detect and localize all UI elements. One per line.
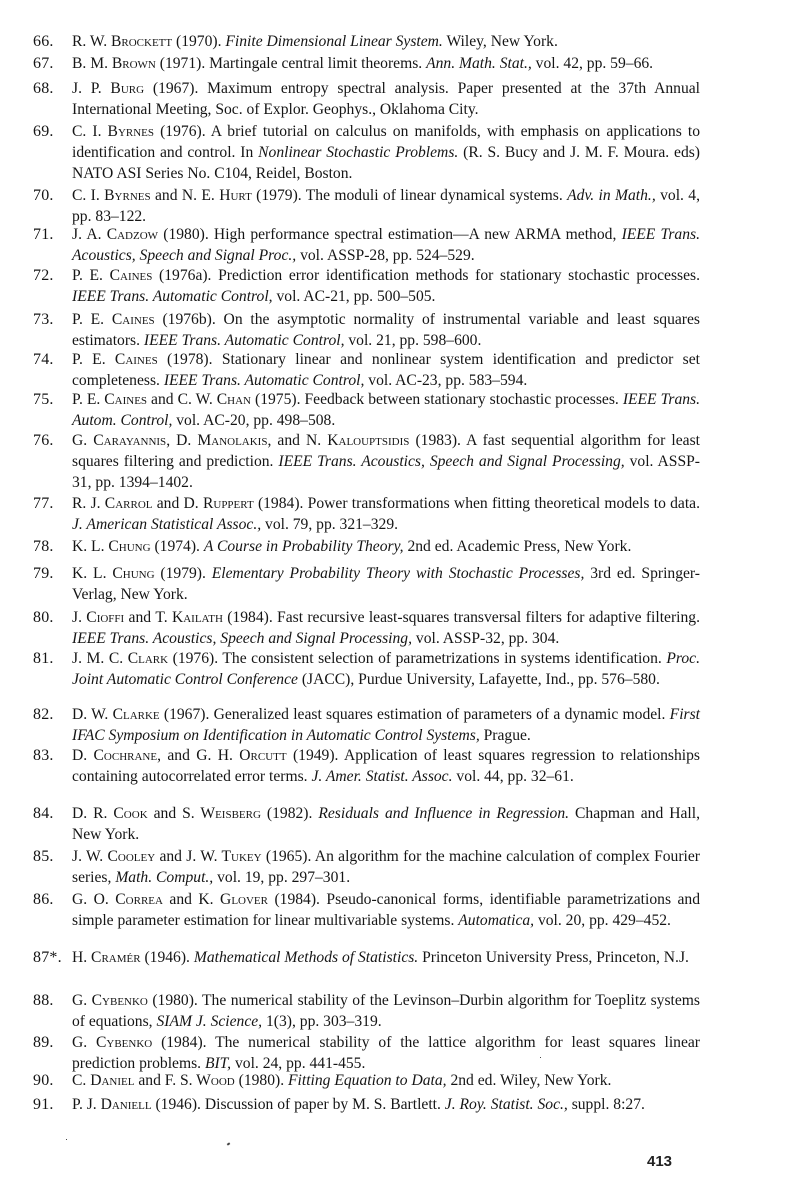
publication-title: IEEE Trans. Acoustics, Speech and Signal Proc.,: [72, 226, 700, 265]
reference-number: 84.: [33, 805, 54, 822]
citation-text: and: [155, 848, 187, 865]
author-name: J. Cioffi: [72, 609, 125, 626]
citation-text: (JACC), Purdue University, Lafayette, Ind., pp. 576–580.: [297, 671, 660, 689]
citation-text: and: [152, 495, 184, 512]
author-name: R. W. Brockett: [72, 33, 173, 50]
reference-text: [72, 990, 700, 1032]
author-name: S. Weisberg: [182, 805, 261, 822]
publication-title: Automatica,: [458, 912, 535, 930]
citation-text: (1979). The moduli of linear dynamical systems.: [251, 187, 568, 204]
publication-title: J. Roy. Statist. Soc.,: [444, 1096, 568, 1113]
reference-text: [72, 1094, 700, 1115]
reference-number: 73.: [33, 311, 54, 328]
citation-text: (1984). The numerical stability of the lattice algorithm for least squares linear prediction problems.: [72, 1034, 701, 1073]
citation-text: suppl. 8:27.: [567, 1096, 645, 1113]
publication-title: Residuals and Influence in Regression.: [318, 805, 570, 822]
author-name: G. H. Orcutt: [196, 747, 287, 764]
citation-text: vol. 21, pp. 598–600.: [344, 332, 482, 350]
citation-text: (1949). Application of least squares regression to relationships containing autocorrelated error terms.: [72, 747, 700, 786]
author-name: C. I. Byrnes: [72, 123, 155, 140]
citation-text: vol. 20, pp. 429–452.: [534, 912, 671, 930]
reference-text: [72, 224, 700, 266]
reference-number: 76.: [33, 432, 54, 449]
reference-number: 75.: [33, 391, 54, 408]
citation-text: (1946). Discussion of paper by M. S. Bartlett.: [151, 1096, 445, 1113]
citation-text: and: [150, 187, 182, 204]
reference-number: 78.: [33, 538, 54, 555]
author-name: C. Daniel: [72, 1072, 135, 1089]
print-speck: [227, 1142, 231, 1145]
citation-text: (1984). Fast recursive least-squares transversal filters for adaptive filtering.: [222, 609, 700, 626]
citation-text: (R. S. Bucy and J. M. F. Moura. eds) NATO ASI Series No. C104, Reidel, Boston.: [72, 144, 700, 183]
reference-number: 91.: [33, 1096, 54, 1113]
citation-text: vol. 79, pp. 321–329.: [261, 516, 399, 534]
publication-title: IEEE Trans. Automatic Control,: [163, 372, 365, 390]
reference-text: [72, 648, 700, 690]
citation-text: (1976). A brief tutorial on calculus on manifolds, with emphasis on applications to identification and control. In: [72, 123, 700, 162]
author-name: D. W. Clarke: [72, 706, 160, 723]
citation-text: (1979).: [154, 565, 212, 582]
author-name: P. E. Caines: [72, 391, 148, 408]
reference-text: [72, 78, 700, 120]
author-name: N. E. Hurt: [181, 187, 252, 204]
reference-text: [72, 389, 700, 431]
author-name: C. W. Chan: [177, 391, 252, 408]
reference-number: 80.: [33, 609, 54, 626]
reference-number: 74.: [33, 351, 54, 368]
citation-text: (1974).: [150, 538, 204, 555]
reference-number: 83.: [33, 747, 54, 764]
reference-number: 88.: [33, 992, 54, 1009]
author-name: H. Cramér: [72, 949, 141, 966]
author-name: K. L. Chung: [72, 538, 151, 555]
publication-title: Elementary Probability Theory with Stochastic Processes,: [211, 565, 585, 582]
publication-title: Finite Dimensional Linear System.: [225, 33, 443, 50]
citation-text: vol. 42, pp. 59–66.: [531, 55, 654, 72]
citation-text: (1984). Power transformations when fitting theoretical models to data.: [253, 495, 700, 512]
citation-text: and: [134, 1072, 165, 1089]
citation-text: 3rd ed. Springer-Verlag, New York.: [72, 565, 700, 604]
author-name: P. E. Caines: [72, 267, 153, 284]
page-number: 413: [647, 1153, 673, 1170]
citation-text: vol. ASSP-31, pp. 1394–1402.: [72, 453, 700, 492]
author-name: D. Cochrane: [72, 747, 158, 764]
citation-text: vol. AC-21, pp. 500–505.: [272, 288, 436, 306]
reference-text: [72, 31, 700, 52]
reference-number: 71.: [33, 226, 54, 243]
citation-text: 1(3), pp. 303–319.: [262, 1013, 382, 1031]
author-name: K. Glover: [198, 891, 268, 908]
reference-text: [72, 1032, 700, 1074]
reference-number: 77.: [33, 495, 54, 512]
publication-title: IEEE Trans. Acoustics, Speech and Signal Processing,: [72, 630, 412, 648]
reference-text: [72, 1070, 700, 1091]
citation-text: vol. ASSP-32, pp. 304.: [412, 630, 560, 648]
reference-text: [72, 53, 700, 74]
publication-title: Proc. Joint Automatic Control Conference: [72, 650, 700, 689]
reference-number: 68.: [33, 80, 54, 97]
author-name: D. Ruppert: [183, 495, 254, 512]
citation-text: (1983). A fast sequential algorithm for least squares filtering and prediction.: [72, 432, 700, 471]
publication-title: IEEE Trans. Acoustics, Speech and Signal Processing,: [278, 453, 625, 471]
publication-title: A Course in Probability Theory,: [203, 538, 404, 555]
reference-text: [72, 704, 700, 746]
citation-text: vol. ASSP-28, pp. 524–529.: [296, 247, 475, 265]
reference-text: [72, 947, 700, 968]
author-name: J. W. Cooley: [72, 848, 156, 865]
publication-title: Math. Comput.,: [115, 869, 214, 887]
citation-text: (1976a). Prediction error identification methods for stationary stochastic processes.: [152, 267, 700, 284]
citation-text: Wiley, New York.: [442, 33, 558, 50]
reference-number: 86.: [33, 891, 54, 908]
publication-title: First IFAC Symposium on Identification in Automatic Control Systems,: [72, 706, 700, 745]
author-name: D. Manolakis: [176, 432, 268, 449]
citation-text: , and: [157, 747, 197, 764]
publication-title: J. American Statistical Assoc.,: [72, 516, 262, 534]
reference-text: [72, 889, 700, 931]
reference-text: [72, 607, 700, 649]
citation-text: (1975). Feedback between stationary stochastic processes.: [251, 391, 623, 408]
citation-text: ,: [166, 432, 177, 449]
author-name: G. O. Correa: [72, 891, 163, 908]
citation-text: (1976b). On the asymptotic normality of instrumental variable and least squares estimators.: [72, 311, 700, 350]
reference-number: 90.: [33, 1072, 54, 1089]
reference-number: 89.: [33, 1034, 54, 1051]
reference-text: [72, 536, 700, 557]
reference-text: [72, 185, 700, 227]
reference-number: 67.: [33, 55, 54, 72]
reference-number: 70.: [33, 187, 54, 204]
publication-title: Fitting Equation to Data,: [288, 1072, 447, 1089]
publication-title: IEEE Trans. Automatic Control,: [143, 332, 345, 350]
author-name: G. Cybenko: [72, 1034, 153, 1051]
reference-number: 79.: [33, 565, 54, 582]
reference-text: [72, 265, 700, 307]
citation-text: vol. AC-20, pp. 498–508.: [172, 412, 336, 430]
citation-text: 2nd ed. Academic Press, New York.: [403, 538, 632, 555]
citation-text: and: [147, 805, 183, 822]
publication-title: BIT,: [204, 1055, 232, 1073]
author-name: P. E. Caines: [72, 351, 158, 368]
citation-text: (1967). Maximum entropy spectral analysis. Paper presented at the 37th Annual International Meeting, Soc. of Explor. Geophys., Oklahoma City.: [72, 80, 700, 119]
author-name: J. M. C. Clark: [72, 650, 169, 667]
citation-text: (1970).: [172, 33, 226, 50]
author-name: D. R. Cook: [72, 805, 148, 822]
author-name: J. W. Tukey: [186, 848, 262, 865]
publication-title: IEEE Trans. Automatic Control,: [72, 288, 273, 306]
citation-text: and: [162, 891, 199, 908]
author-name: C. I. Byrnes: [72, 187, 151, 204]
reference-text: [72, 349, 700, 391]
author-name: P. J. Daniell: [72, 1096, 152, 1113]
citation-text: vol. AC-23, pp. 583–594.: [364, 372, 528, 390]
reference-text: [72, 563, 700, 605]
citation-text: (1971). Martingale central limit theorems.: [155, 55, 427, 72]
citation-text: vol. 19, pp. 297–301.: [213, 869, 351, 887]
citation-text: Prague.: [479, 727, 531, 745]
citation-text: Chapman and Hall, New York.: [72, 805, 700, 844]
author-name: F. S. Wood: [164, 1072, 235, 1089]
citation-text: (1984). Pseudo-canonical forms, identifiable parametrizations and simple parameter estimation for linear multivariable systems.: [72, 891, 700, 930]
reference-number: 82.: [33, 706, 54, 723]
citation-text: , and: [267, 432, 307, 449]
author-name: G. Cybenko: [72, 992, 148, 1009]
citation-text: (1982).: [260, 805, 319, 822]
publication-title: Mathematical Methods of Statistics.: [193, 949, 419, 966]
reference-text: [72, 846, 700, 888]
print-speck: [66, 1139, 67, 1140]
reference-number: 66.: [33, 33, 54, 50]
author-name: B. M. Brown: [72, 55, 156, 72]
reference-text: [72, 803, 700, 845]
citation-text: Princeton University Press, Princeton, N.J.: [418, 949, 689, 966]
citation-text: (1946).: [140, 949, 194, 966]
reference-text: [72, 121, 700, 185]
author-name: K. L. Chung: [72, 565, 155, 582]
citation-text: (1980).: [234, 1072, 289, 1089]
citation-text: (1980). High performance spectral estimation—A new ARMA method,: [158, 226, 622, 243]
author-name: P. E. Caines: [72, 311, 155, 328]
reference-text: [72, 745, 700, 787]
reference-number: 72.: [33, 267, 54, 284]
publication-title: Ann. Math. Stat.,: [426, 55, 532, 72]
author-name: R. J. Carrol: [72, 495, 153, 512]
reference-text: [72, 309, 700, 351]
citation-text: (1980). The numerical stability of the Levinson–Durbin algorithm for Toeplitz systems of equations,: [72, 992, 700, 1031]
print-speck: [540, 1057, 541, 1058]
citation-text: (1965). An algorithm for the machine calculation of complex Fourier series,: [72, 848, 700, 887]
publication-title: J. Amer. Statist. Assoc.: [311, 768, 453, 786]
author-name: T. Kailath: [155, 609, 223, 626]
author-name: G. Carayannis: [72, 432, 167, 449]
reference-number: 85.: [33, 848, 54, 865]
citation-text: and: [147, 391, 178, 408]
citation-text: (1976). The consistent selection of parametrizations in systems identification.: [168, 650, 667, 667]
author-name: J. A. Cadzow: [72, 226, 159, 243]
publication-title: IEEE Trans. Autom. Control,: [72, 391, 701, 430]
reference-text: [72, 493, 700, 535]
citation-text: vol. 44, pp. 32–61.: [452, 768, 574, 786]
reference-number: 69.: [33, 123, 54, 140]
citation-text: and: [124, 609, 156, 626]
citation-text: (1978). Stationary linear and nonlinear system identification and predictor set completeness.: [72, 351, 700, 390]
citation-text: vol. 4, pp. 83–122.: [72, 187, 701, 226]
author-name: N. Kalouptsidis: [306, 432, 410, 449]
reference-number: 81.: [33, 650, 54, 667]
citation-text: 2nd ed. Wiley, New York.: [446, 1072, 612, 1089]
citation-text: vol. 24, pp. 441-455.: [231, 1055, 366, 1073]
citation-text: (1967). Generalized least squares estimation of parameters of a dynamic model.: [159, 706, 670, 723]
author-name: J. P. Burg: [72, 80, 145, 97]
publication-title: Nonlinear Stochastic Problems.: [258, 144, 459, 162]
publication-title: Adv. in Math.,: [567, 187, 656, 204]
reference-number: 87*.: [33, 949, 62, 966]
reference-text: [72, 430, 700, 494]
publication-title: SIAM J. Science,: [156, 1013, 263, 1031]
